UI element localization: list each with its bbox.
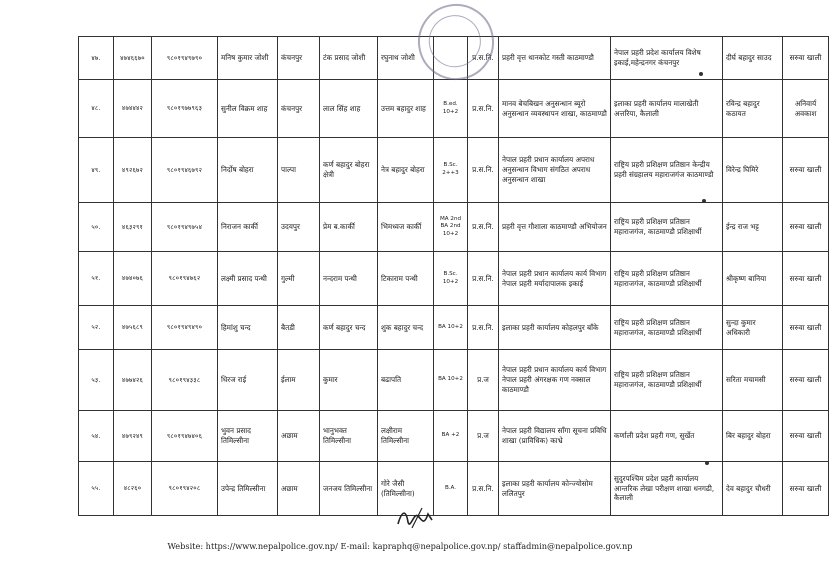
remark-cell: सरुवा खाली (783, 462, 829, 516)
name-cell: भुवन प्रसाद तिमिल्सीना (218, 411, 278, 462)
new-office-cell: नेपाल प्रहरी प्रदेश कार्यालय विशेष इकाई,महेन्द्रनगर कंचनपुर (611, 37, 723, 80)
replaced-officer-cell: बिर बहादुर बोहरा (723, 411, 783, 462)
grandfather-name-cell: लक्षीराम तिमिल्सीना (378, 411, 434, 462)
replaced-officer-cell: दीर्घ बहादुर साउद (723, 37, 783, 80)
symbol-number-cell: ४८२६० (114, 462, 152, 516)
remark-cell: अनिवार्य अवकाश (783, 80, 829, 138)
transfer-list-table (78, 36, 829, 516)
table-row (79, 306, 829, 350)
replaced-officer-cell: ईन्द्र राज भट्ट (723, 203, 783, 252)
name-cell: धिरज राई (218, 350, 278, 411)
qualification-cell: BA +2 (434, 411, 468, 462)
table-row (79, 80, 829, 138)
mobile-number-cell: ९८०१९४२०८ (152, 462, 218, 516)
grandfather-name-cell: रघुनाथ जोशी (378, 37, 434, 80)
symbol-number-cell: ४९२६७२ (114, 138, 152, 203)
name-cell: निराजन कार्की (218, 203, 278, 252)
rank-cell: प्र.स.नि. (468, 306, 499, 350)
current-office-cell: नेपाल प्रहरी विद्यालय साँगा सूचना प्रविधि शाखा (प्राविधिक) काभ्रे (499, 411, 611, 462)
new-office-cell: राष्ट्रिय प्रहरी प्रशिक्षण प्रतिष्ठान महाराजगंज, काठमाण्डौ प्रशिक्षार्थी (611, 203, 723, 252)
serial-number-cell: ५०. (79, 203, 114, 252)
mobile-number-cell: ९८०१९४३३८ (152, 350, 218, 411)
qualification-cell: MA 2nd BA 2nd 10+2 (434, 203, 468, 252)
margin-mark (699, 72, 703, 76)
mobile-number-cell: ९८०१९४७४०६ (152, 411, 218, 462)
table-row (79, 411, 829, 462)
remark-cell: सरुवा खाली (783, 306, 829, 350)
new-office-cell: कर्णाली प्रदेश प्रहरी गण, सुर्खेत (611, 411, 723, 462)
remark-cell: सरुवा खाली (783, 203, 829, 252)
district-cell: उदयपुर (278, 203, 320, 252)
current-office-cell: मानव बेचबिखन अनुसन्धान ब्यूरो अनुसन्धान व्यवस्थापन शाखा, काठमाण्डौ (499, 80, 611, 138)
name-cell: हिमांशु चन्द (218, 306, 278, 350)
district-cell: बैतडी (278, 306, 320, 350)
margin-mark (702, 199, 706, 203)
symbol-number-cell: ४७९२४९ (114, 411, 152, 462)
table-row (79, 350, 829, 411)
new-office-cell: सुदुरपश्चिम प्रदेश प्रहरी कार्यालय आन्तरिक लेखा परीक्षण शाखा धनगढी, कैलाली (611, 462, 723, 516)
replaced-officer-cell: सुन्दा कुमार अधिकारी (723, 306, 783, 350)
current-office-cell: नेपाल प्रहरी प्रधान कार्यालय अपराध अनुसन्धान विभाग संगठित अपराध अनुसन्धान शाखा (499, 138, 611, 203)
mobile-number-cell: ९८०१९४९७९० (152, 37, 218, 80)
district-cell: अछाम (278, 411, 320, 462)
father-name-cell: प्रेम ब.कार्की (320, 203, 378, 252)
table-body (79, 37, 829, 516)
serial-number-cell: ५१. (79, 252, 114, 306)
margin-mark (705, 461, 709, 465)
district-cell: कंचनपुर (278, 80, 320, 138)
new-office-cell: राष्ट्रिय प्रहरी प्रशिक्षण प्रतिष्ठान महाराजगंज, काठमाण्डौ प्रशिक्षार्थी (611, 252, 723, 306)
mobile-number-cell: ९८०१९४६७९२ (152, 138, 218, 203)
serial-number-cell: ५५. (79, 462, 114, 516)
current-office-cell: नेपाल प्रहरी प्रधान कार्यालय कार्य विभाग नेपाल प्रहरी अंगरक्षक गण नक्साल काठमाण्डौ (499, 350, 611, 411)
serial-number-cell: ५३. (79, 350, 114, 411)
name-cell: मनिष कुमार जोशी (218, 37, 278, 80)
serial-number-cell: ४८. (79, 80, 114, 138)
rank-cell: प्र.स.नि. (468, 37, 499, 80)
symbol-number-cell: ४६३२९१ (114, 203, 152, 252)
grandfather-name-cell: टिकाराम पन्थी (378, 252, 434, 306)
symbol-number-cell: ४७७४२६ (114, 350, 152, 411)
footer-contact: Website: https://www.nepalpolice.gov.np/ E-mail: kapraphq@nepalpolice.gov.np/ staffadmin@nepalpolice.gov.np (167, 541, 633, 551)
father-name-cell: जनजय तिमिल्सीना (320, 462, 378, 516)
grandfather-name-cell: उत्तम बहादुर शाह (378, 80, 434, 138)
qualification-cell: B.A. (434, 462, 468, 516)
qualification-cell: B.Sc. 2++3 (434, 138, 468, 203)
serial-number-cell: ५४. (79, 411, 114, 462)
name-cell: उपेन्द्र तिमिल्सीना (218, 462, 278, 516)
mobile-number-cell: ९८०१९४९७५४ (152, 203, 218, 252)
replaced-officer-cell: रविन्द्र बहादुर कठायत (723, 80, 783, 138)
qualification-cell: BA 10+2 (434, 306, 468, 350)
table-row (79, 252, 829, 306)
current-office-cell: इलाका प्रहरी कार्यालय कोहलपुर बाँके (499, 306, 611, 350)
remark-cell: सरुवा खाली (783, 252, 829, 306)
serial-number-cell: ४९. (79, 138, 114, 203)
mobile-number-cell: ९८०१९७७९६३ (152, 80, 218, 138)
qualification-cell: B.Sc. 10+2 (434, 252, 468, 306)
rank-cell: प्र.ज (468, 350, 499, 411)
qualification-cell: BA 10+2 (434, 350, 468, 411)
qualification-cell: B.ed. 10+2 (434, 80, 468, 138)
table-row (79, 138, 829, 203)
district-cell: गुल्मी (278, 252, 320, 306)
current-office-cell: प्रहरी वृत्त थानकोट गस्ती काठमाण्डौ (499, 37, 611, 80)
serial-number-cell: ४७. (79, 37, 114, 80)
district-cell: कंचनपुर (278, 37, 320, 80)
father-name-cell: लाल सिंह शाह (320, 80, 378, 138)
replaced-officer-cell: श्रीकृष्ण बानिया (723, 252, 783, 306)
new-office-cell: राष्ट्रिय प्रहरी प्रशिक्षण प्रतिष्ठान महाराजगंज, काठमाण्डौ प्रशिक्षार्थी (611, 350, 723, 411)
grandfather-name-cell: भिमध्वज कार्की (378, 203, 434, 252)
district-cell: ईलाम (278, 350, 320, 411)
table-row (79, 462, 829, 516)
rank-cell: प्र.स.नि. (468, 252, 499, 306)
new-office-cell: इलाका प्रहरी कार्यालय मालाखेती अत्तरिया, कैलाली (611, 80, 723, 138)
symbol-number-cell: ४७४०७६ (114, 252, 152, 306)
current-office-cell: नेपाल प्रहरी प्रधान कार्यालय कार्य विभाग नेपाल प्रहरी मर्यादापालक इकाई (499, 252, 611, 306)
rank-cell: प्र.ज (468, 411, 499, 462)
serial-number-cell: ५२. (79, 306, 114, 350)
mobile-number-cell: ९८०१९४९४९० (152, 306, 218, 350)
rank-cell: प्र.स.नि. (468, 203, 499, 252)
name-cell: निर्दोष बोहरा (218, 138, 278, 203)
symbol-number-cell: ४७४४४२ (114, 80, 152, 138)
father-name-cell: कर्ण बहादुर बोहरा क्षेत्री (320, 138, 378, 203)
current-office-cell: इलाका प्रहरी कार्यालय कोन्ज्योसोम ललितपुर (499, 462, 611, 516)
district-cell: अछाम (278, 462, 320, 516)
signature (392, 504, 440, 532)
district-cell: पाल्पा (278, 138, 320, 203)
grandfather-name-cell: गोरे जैसी (तिमिल्सीना) (378, 462, 434, 516)
remark-cell: सरुवा खाली (783, 350, 829, 411)
grandfather-name-cell: नेत्र बहादुर बोहरा (378, 138, 434, 203)
replaced-officer-cell: विरेन्द्र घिमिरे (723, 138, 783, 203)
new-office-cell: राष्ट्रिय प्रहरी प्रशिक्षण प्रतिष्ठान केन्द्रीय प्रहरी संग्रहालय महाराजगंज काठमाण्डौ (611, 138, 723, 203)
father-name-cell: भानुभक्त तिमिल्सीना (320, 411, 378, 462)
table-row (79, 203, 829, 252)
father-name-cell: नन्दराम पन्थी (320, 252, 378, 306)
symbol-number-cell: ४७४६६७० (114, 37, 152, 80)
replaced-officer-cell: सरिता मचामसी (723, 350, 783, 411)
rank-cell: प्र.स.नि. (468, 462, 499, 516)
remark-cell: सरुवा खाली (783, 411, 829, 462)
name-cell: सुनील विक्रम शाह (218, 80, 278, 138)
rank-cell: प्र.स.नि. (468, 80, 499, 138)
remark-cell: सरुवा खाली (783, 37, 829, 80)
name-cell: लक्ष्मी प्रसाद पन्थी (218, 252, 278, 306)
symbol-number-cell: ४७५६८९ (114, 306, 152, 350)
new-office-cell: राष्ट्रिय प्रहरी प्रशिक्षण प्रतिष्ठान महाराजगंज, काठमाण्डौ प्रशिक्षार्थी (611, 306, 723, 350)
grandfather-name-cell: शुक बहादुर चन्द (378, 306, 434, 350)
father-name-cell: कर्ण बहादुर चन्द (320, 306, 378, 350)
grandfather-name-cell: बढापति (378, 350, 434, 411)
rank-cell: प्र.स.नि. (468, 138, 499, 203)
father-name-cell: कुमार (320, 350, 378, 411)
remark-cell: सरुवा खाली (783, 138, 829, 203)
current-office-cell: प्रहरी वृत्त गौशाला काठमाण्डौ अभियोजन (499, 203, 611, 252)
father-name-cell: टंक प्रसाद जोशी (320, 37, 378, 80)
replaced-officer-cell: देव बहादुर चौधरी (723, 462, 783, 516)
mobile-number-cell: ९८०१९४७६२ (152, 252, 218, 306)
